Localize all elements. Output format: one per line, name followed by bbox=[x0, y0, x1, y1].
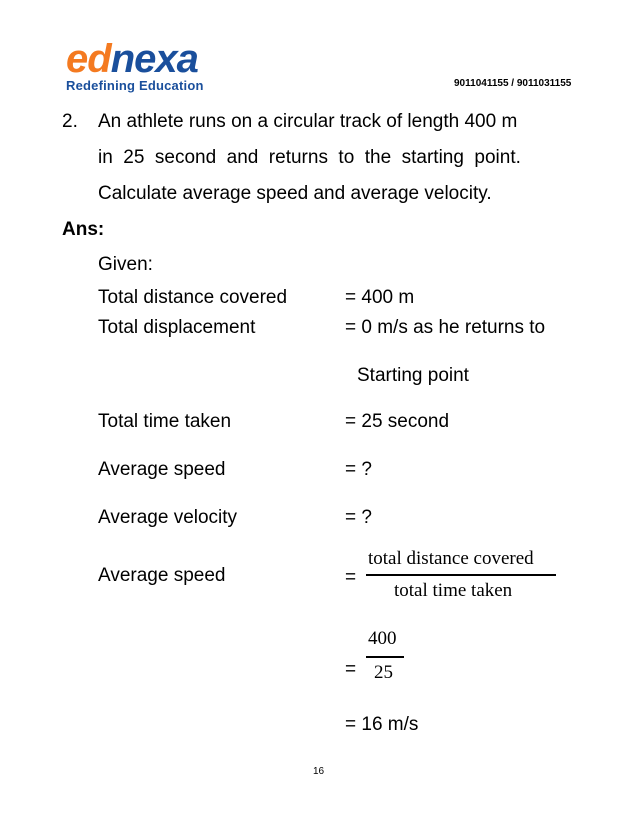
substitution-numerator: 400 bbox=[368, 628, 397, 649]
logo-ed: ed bbox=[66, 37, 111, 81]
question-number: 2. bbox=[62, 111, 78, 132]
row-value-displacement: = 0 m/s as he returns to bbox=[345, 317, 546, 338]
formula-equals: = bbox=[345, 567, 357, 588]
logo-wordmark bbox=[66, 36, 198, 82]
formula-fraction-bar bbox=[366, 574, 556, 576]
page-number: 16 bbox=[313, 766, 325, 777]
header-phone: 9011041155 / 9011031155 bbox=[454, 78, 572, 89]
formula-denominator: total time taken bbox=[394, 580, 513, 601]
question-line-2: in 25 second and returns to the starting point. bbox=[98, 147, 521, 168]
formula-label: Average speed bbox=[98, 565, 226, 586]
row-value-avg-speed: = ? bbox=[345, 459, 372, 480]
substitution-denominator: 25 bbox=[374, 662, 393, 683]
row-value-avg-velocity: = ? bbox=[345, 507, 372, 528]
ednexa-logo bbox=[64, 36, 220, 94]
row-label-avg-velocity: Average velocity bbox=[98, 507, 238, 528]
row-value-distance: = 400 m bbox=[345, 287, 415, 308]
answer-label: Ans: bbox=[62, 219, 105, 240]
formula-numerator: total distance covered bbox=[368, 548, 534, 569]
row-label-distance: Total distance covered bbox=[98, 287, 288, 308]
row-value-time: = 25 second bbox=[345, 411, 450, 432]
row-label-time: Total time taken bbox=[98, 411, 232, 432]
row-label-avg-speed: Average speed bbox=[98, 459, 226, 480]
logo-nexa: nexa bbox=[110, 37, 198, 81]
logo-tagline: Redefining Education bbox=[66, 78, 204, 93]
result-value: = 16 m/s bbox=[345, 714, 419, 735]
given-heading: Given: bbox=[98, 254, 153, 275]
substitution-equals: = bbox=[345, 659, 357, 680]
question-line-1: An athlete runs on a circular track of length 400 m bbox=[98, 111, 518, 132]
question-line-3: Calculate average speed and average velocity. bbox=[98, 183, 492, 204]
row-value-displacement-continued: Starting point bbox=[357, 365, 469, 386]
substitution-fraction-bar bbox=[366, 656, 404, 658]
row-label-displacement: Total displacement bbox=[98, 317, 256, 338]
